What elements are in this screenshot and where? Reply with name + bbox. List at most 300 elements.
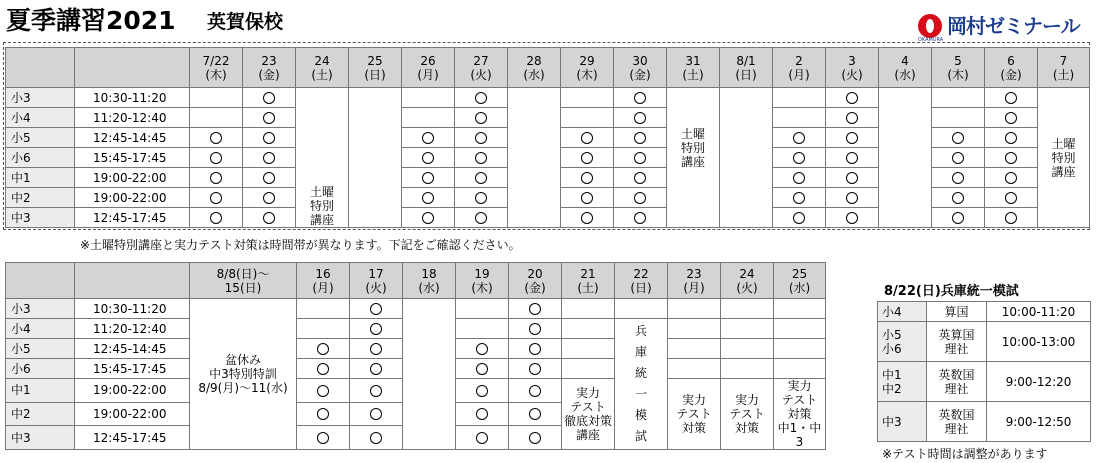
subject-label: 理社 [944,421,969,436]
bottom-header-row [6,263,826,299]
exam-time-cell: 9:00-12:50 [987,402,1091,442]
date-label: (水) [788,280,811,295]
date-label: 6 [1007,53,1015,68]
circle-mark-icon [317,343,329,355]
empty-cell [562,359,615,379]
top-header-row [6,48,1090,88]
date-label: (月) [788,67,810,82]
date-header [296,48,349,88]
grade-cell [878,322,927,362]
date-header [190,263,297,299]
mark-cell [985,128,1038,148]
grade-label: 小6 [882,341,902,356]
subject-cell [927,302,987,322]
hyogo-mock-label: 統 [634,366,647,380]
grade-cell: 中3 [6,208,75,228]
grade-cell: 小3 [6,88,75,108]
mark-cell [614,88,667,108]
subject-label: 英数国 [938,407,975,422]
mark-cell [509,299,562,319]
date-label: 2 [795,53,803,68]
mark-cell [190,148,243,168]
mark-cell [826,88,879,108]
circle-mark-icon [634,172,646,184]
circle-mark-icon [846,112,858,124]
mark-cell [985,148,1038,168]
mark-cell [190,188,243,208]
date-label: 5 [954,53,962,68]
date-header [562,263,615,299]
mark-cell [826,148,879,168]
empty-cell [721,339,774,359]
circle-mark-icon [210,132,222,144]
date-label: 7 [1059,53,1068,68]
mark-cell [456,359,509,379]
time-cell: 10:30-11:20 [75,88,190,108]
empty-cell [720,88,773,228]
mark-cell [773,148,826,168]
test-prep-label: 実力 [787,379,812,393]
empty-cell [721,319,774,339]
saturday-special-label: 特別 [309,199,334,213]
empty-cell [508,88,561,228]
date-header [614,48,667,88]
circle-mark-icon [1005,212,1017,224]
mark-cell [985,88,1038,108]
circle-mark-icon [422,132,434,144]
circle-mark-icon [475,212,487,224]
mark-cell [773,188,826,208]
subject-cell [927,362,987,402]
circle-mark-icon [476,343,488,355]
date-label: 24 [314,53,330,68]
date-header [826,48,879,88]
grade-label: 中2 [882,381,902,396]
mark-cell [297,339,350,359]
mark-cell [350,402,403,426]
hyogo-mock-label: 試 [634,429,647,443]
date-header [721,263,774,299]
circle-mark-icon [634,192,646,204]
subject-cell [927,322,987,362]
saturday-special-label: 講座 [680,154,705,169]
mark-cell [509,359,562,379]
saturday-special-label: 特別 [1051,150,1076,165]
date-label: 23 [261,53,277,68]
empty-cell [668,299,721,319]
circle-mark-icon [1005,192,1017,204]
subject-cell [927,402,987,442]
date-header [985,48,1038,88]
circle-mark-icon [317,408,329,420]
mock-exam-row [878,322,1091,362]
circle-mark-icon [793,212,805,224]
circle-mark-icon [370,303,382,315]
date-label: 23 [686,266,702,281]
mark-cell [561,208,614,228]
test-prep-label: 対策 [681,421,706,435]
mark-cell [402,88,455,108]
mark-cell [402,108,455,128]
date-label: (木) [576,67,598,82]
date-label: 28 [526,53,542,68]
circle-mark-icon [529,432,541,444]
empty-cell [403,299,456,450]
mark-cell [402,148,455,168]
circle-mark-icon [263,112,275,124]
circle-mark-icon [317,432,329,444]
date-header [243,48,296,88]
date-header [456,263,509,299]
mark-cell [350,359,403,379]
empty-cell [668,339,721,359]
circle-mark-icon [952,152,964,164]
grade-cell: 中3 [6,426,75,450]
hyogo-mock-cell [615,319,668,450]
mark-cell [773,208,826,228]
saturday-special-label: 土曜 [680,126,705,141]
company-logo [918,11,1080,41]
date-label: 4 [901,53,909,68]
circle-mark-icon [475,132,487,144]
mark-cell [932,88,985,108]
mark-cell [932,188,985,208]
mark-cell [773,108,826,128]
date-label: 26 [420,53,436,68]
circle-mark-icon [634,212,646,224]
empty-cell [721,359,774,379]
grade-label: 小4 [882,304,902,319]
mark-cell [509,379,562,403]
circle-mark-icon [370,323,382,335]
empty-cell [296,148,349,168]
mark-cell [985,188,1038,208]
mock-exam-row [878,362,1091,402]
date-label: (木) [947,67,969,82]
school-name: 英賀保校 [207,11,284,33]
date-label: 8/1 [736,53,756,68]
date-label: (日) [735,67,757,82]
grade-label: 中3 [882,414,902,429]
mark-cell [985,168,1038,188]
time-cell: 15:45-17:45 [75,148,190,168]
mark-cell [509,339,562,359]
mark-cell [561,148,614,168]
mark-cell [190,108,243,128]
mark-cell [561,88,614,108]
date-header [190,48,243,88]
obon-cell [190,299,297,450]
date-label: 17 [368,266,384,281]
mark-cell [773,168,826,188]
circle-mark-icon [581,152,593,164]
circle-mark-icon [476,385,488,397]
mark-cell [985,108,1038,128]
date-label: 8/8(日)～ [216,266,270,281]
mark-cell [932,168,985,188]
empty-cell [774,339,826,359]
circle-mark-icon [581,172,593,184]
date-label: 18 [421,266,437,281]
test-prep-cell [668,379,721,450]
mark-cell [826,188,879,208]
time-cell: 10:30-11:20 [75,299,190,319]
empty-cell [349,88,402,228]
date-header [774,263,826,299]
circle-mark-icon [476,363,488,375]
saturday-special-label: 講座 [309,213,334,227]
date-header [349,48,402,88]
date-header [1038,48,1090,88]
circle-mark-icon [581,212,593,224]
circle-mark-icon [1005,172,1017,184]
mock-exam-row [878,402,1091,442]
bottom-schedule-table [5,262,826,450]
empty-cell [774,299,826,319]
mark-cell [402,168,455,188]
circle-mark-icon [846,152,858,164]
mark-cell [402,128,455,148]
mock-exam-row [878,302,1091,322]
saturday-special-cell [667,88,720,228]
mark-cell [455,148,508,168]
mark-cell [826,208,879,228]
circle-mark-icon [529,385,541,397]
mark-cell [985,208,1038,228]
date-header [720,48,773,88]
date-label: 31 [685,53,701,68]
obon-label: 8/9(月)～11(水) [198,381,288,395]
saturday-special-cell [1038,88,1090,228]
time-cell: 12:45-17:45 [75,208,190,228]
grade-cell [878,302,927,322]
circle-mark-icon [210,172,222,184]
mark-cell [826,108,879,128]
circle-mark-icon [634,112,646,124]
grade-cell [878,362,927,402]
test-prep-label: 実力 [681,393,706,407]
circle-mark-icon [581,192,593,204]
mark-cell [350,299,403,319]
circle-mark-icon [370,432,382,444]
circle-mark-icon [529,303,541,315]
logo-mark-icon [918,14,942,38]
mark-cell [561,168,614,188]
mark-cell [350,339,403,359]
test-prep-cell [774,379,826,450]
circle-mark-icon [1005,132,1017,144]
mark-cell [190,128,243,148]
test-prep-label: 実力 [575,386,600,400]
circle-mark-icon [1005,112,1017,124]
grade-cell: 中2 [6,402,75,426]
date-label: (金) [258,67,280,82]
mark-cell [509,426,562,450]
empty-cell [668,319,721,339]
circle-mark-icon [210,192,222,204]
date-header [509,263,562,299]
time-cell: 12:45-14:45 [75,339,190,359]
mock-exam-note: ※テスト時間は調整があります [882,447,1048,461]
logo-subtext: OKAMURA [918,37,944,43]
grade-cell: 小4 [6,108,75,128]
date-label: 19 [474,266,490,281]
top-schedule-table [5,47,1090,228]
header-blank [6,263,75,299]
grade-cell: 小6 [6,359,75,379]
schedule-note: ※土曜特別講座と実力テスト対策は時間帯が異なります。下記をご確認ください。 [80,238,521,252]
date-label: (金) [1000,67,1022,82]
circle-mark-icon [210,212,222,224]
mark-cell [350,426,403,450]
time-cell: 11:20-12:40 [75,108,190,128]
circle-mark-icon [422,152,434,164]
date-label: 25 [367,53,383,68]
test-prep-cell [721,379,774,450]
hyogo-mock-label: 兵 [634,324,647,338]
time-cell: 19:00-22:00 [75,379,190,403]
grade-cell [878,402,927,442]
exam-time-cell: 10:00-11:20 [987,302,1091,322]
saturday-special-cell [296,168,349,228]
date-label: (火) [470,67,492,82]
date-header [561,48,614,88]
mark-cell [614,148,667,168]
test-prep-label: テスト [570,400,606,414]
circle-mark-icon [263,92,275,104]
date-label: (日) [630,280,652,295]
date-label: (金) [524,280,546,295]
test-prep-cell [562,379,615,450]
circle-mark-icon [422,212,434,224]
grade-cell: 小4 [6,319,75,339]
date-header [297,263,350,299]
date-label: (月) [417,67,439,82]
mark-cell [456,426,509,450]
hyogo-mock-label: 一 [634,387,647,401]
mark-cell [932,208,985,228]
date-label: (土) [682,67,704,82]
date-header [350,263,403,299]
circle-mark-icon [475,92,487,104]
date-label: 20 [527,266,543,281]
circle-mark-icon [952,172,964,184]
date-label: (水) [894,67,916,82]
mark-cell [561,188,614,208]
subject-label: 理社 [944,381,969,396]
mark-cell [243,108,296,128]
mark-cell [297,379,350,403]
mark-cell [350,379,403,403]
mark-cell [773,128,826,148]
grade-cell: 中2 [6,188,75,208]
circle-mark-icon [1005,152,1017,164]
circle-mark-icon [263,212,275,224]
date-label: (水) [523,67,545,82]
mark-cell [614,188,667,208]
mark-cell [190,88,243,108]
circle-mark-icon [846,132,858,144]
circle-mark-icon [370,363,382,375]
date-label: 15(日) [224,280,262,295]
circle-mark-icon [529,343,541,355]
circle-mark-icon [846,92,858,104]
logo-text: 岡村ゼミナール [947,14,1080,38]
mark-cell [455,88,508,108]
mark-cell [456,319,509,339]
date-label: 16 [315,266,331,281]
circle-mark-icon [634,132,646,144]
mark-cell [455,168,508,188]
circle-mark-icon [793,132,805,144]
date-label: (火) [736,280,758,295]
date-header [508,48,561,88]
subject-label: 算国 [944,304,969,319]
saturday-special-label: 土曜 [1051,136,1076,151]
time-cell: 19:00-22:00 [75,168,190,188]
date-header [615,263,668,299]
test-prep-label: テスト [729,407,765,421]
circle-mark-icon [422,192,434,204]
test-prep-label: 中1・中3 [777,421,822,449]
mark-cell [614,168,667,188]
date-label: (土) [577,280,599,295]
circle-mark-icon [370,385,382,397]
empty-cell [562,299,615,319]
circle-mark-icon [370,408,382,420]
date-label: (土) [1052,67,1075,82]
mark-cell [190,168,243,188]
mark-cell [350,319,403,339]
time-cell: 19:00-22:00 [75,402,190,426]
test-prep-label: テスト [781,393,818,407]
mark-cell [455,108,508,128]
circle-mark-icon [634,92,646,104]
mock-exam-title: 8/22(日)兵庫統一模試 [884,284,1019,299]
date-header [932,48,985,88]
circle-mark-icon [529,363,541,375]
mark-cell [456,339,509,359]
subject-label: 英算国 [938,327,975,342]
mark-cell [243,88,296,108]
date-label: 21 [580,266,596,281]
mark-cell [826,168,879,188]
grade-cell: 小6 [6,148,75,168]
date-label: (火) [365,280,387,295]
circle-mark-icon [263,132,275,144]
circle-mark-icon [846,192,858,204]
circle-mark-icon [263,172,275,184]
circle-mark-icon [475,152,487,164]
mark-cell [243,168,296,188]
mark-cell [297,319,350,339]
obon-label: 盆休み [224,353,261,367]
mark-cell [826,128,879,148]
date-header [455,48,508,88]
empty-cell [296,128,349,148]
mark-cell [456,402,509,426]
empty-cell [615,299,668,319]
subject-label: 理社 [944,341,969,356]
saturday-special-label: 土曜 [309,185,334,199]
mark-cell [455,128,508,148]
table-row [6,88,1090,108]
circle-mark-icon [263,152,275,164]
date-label: 7/22 [202,53,230,68]
empty-cell [668,359,721,379]
mark-cell [297,299,350,319]
date-label: 3 [848,53,856,68]
